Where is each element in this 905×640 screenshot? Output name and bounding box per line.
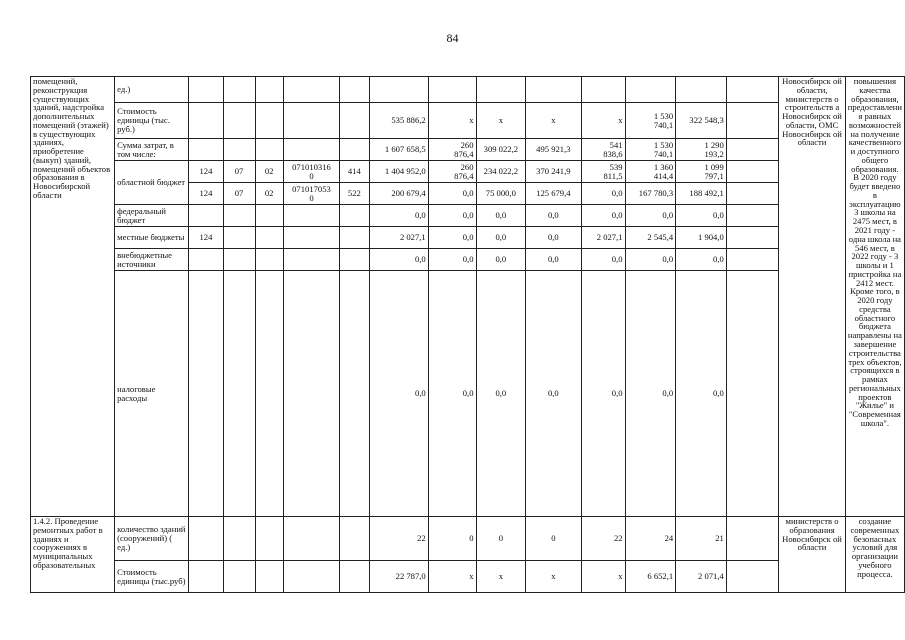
cell-grbs — [189, 249, 223, 271]
cell-y2022: 2 545,4 — [625, 227, 676, 249]
cell-y2018 — [428, 77, 476, 103]
cell-rz — [223, 77, 255, 103]
cell-total — [369, 77, 428, 103]
cell-y2020: 495 921,3 — [526, 139, 581, 161]
program-table — [30, 76, 905, 593]
cell-pr: 02 — [255, 161, 283, 183]
cell-rz — [223, 249, 255, 271]
cell-y2021: 2 027,1 — [581, 227, 625, 249]
cell-y2018: 0,0 — [428, 227, 476, 249]
cell-csr — [283, 249, 339, 271]
cell-y2019: 0,0 — [476, 205, 526, 227]
cell-rz — [223, 227, 255, 249]
cell-name: федеральный бюджет — [115, 205, 189, 227]
cell-y2023: 1 904,0 — [676, 227, 727, 249]
cell-y2021: 22 — [581, 517, 625, 561]
cell-y2020: 0,0 — [526, 249, 581, 271]
cell-y2020: 370 241,9 — [526, 161, 581, 183]
cell-y2023 — [676, 77, 727, 103]
cell-y2018: 260 876,4 — [428, 161, 476, 183]
cell-name: местные бюджеты — [115, 227, 189, 249]
table-row — [31, 517, 905, 561]
cell-pr — [255, 517, 283, 561]
cell-y2024 — [726, 227, 779, 249]
cell-y2021: 0,0 — [581, 183, 625, 205]
cell-y2022 — [625, 77, 676, 103]
cell-csr — [283, 139, 339, 161]
cell-y2018: 0 — [428, 517, 476, 561]
cell-vr: 522 — [340, 183, 369, 205]
section2-title: 1.4.2. Проведение ремонтных работ в зданиях и сооружениях в муниципальных образовательных — [31, 517, 115, 593]
cell-y2021: 0,0 — [581, 249, 625, 271]
page-number: 84 — [446, 31, 459, 45]
cell-csr — [283, 271, 339, 517]
cell-pr — [255, 227, 283, 249]
cell-rz: 07 — [223, 183, 255, 205]
cell-y2023: 188 492,1 — [676, 183, 727, 205]
cell-y2023: 1 290 193,2 — [676, 139, 727, 161]
cell-rz — [223, 205, 255, 227]
cell-y2019: 0,0 — [476, 249, 526, 271]
cell-csr: 071010316 0 — [283, 161, 339, 183]
cell-y2019: 234 022,2 — [476, 161, 526, 183]
cell-y2021 — [581, 77, 625, 103]
cell-total: 2 027,1 — [369, 227, 428, 249]
cell-vr — [340, 103, 369, 139]
cell-rz — [223, 561, 255, 593]
cell-total: 0,0 — [369, 205, 428, 227]
table-row — [31, 77, 905, 103]
cell-vr — [340, 517, 369, 561]
cell-y2023: 0,0 — [676, 249, 727, 271]
cell-y2019 — [476, 77, 526, 103]
cell-total: 22 — [369, 517, 428, 561]
cell-vr — [340, 139, 369, 161]
cell-pr: 02 — [255, 183, 283, 205]
cell-pr — [255, 249, 283, 271]
cell-y2020 — [526, 77, 581, 103]
cell-name: налоговые расходы — [115, 271, 189, 517]
cell-vr — [340, 227, 369, 249]
section2-result: создание современных безопасных условий для организации учебного процесса. — [845, 517, 904, 593]
cell-y2022: 0,0 — [625, 271, 676, 517]
table-row — [31, 227, 905, 249]
cell-y2024 — [726, 139, 779, 161]
cell-grbs — [189, 271, 223, 517]
cell-rz — [223, 139, 255, 161]
cell-vr: 414 — [340, 161, 369, 183]
cell-name: количество зданий (сооружений) ( ед.) — [115, 517, 189, 561]
cell-y2022: 167 780,3 — [625, 183, 676, 205]
cell-y2019: х — [476, 103, 526, 139]
cell-y2020: х — [526, 561, 581, 593]
cell-vr — [340, 271, 369, 517]
cell-grbs: 124 — [189, 227, 223, 249]
section1-responsible: Новосибирск ой области, министерств о строительств а Новосибирск ой области, ОМС Новосибирск ой области — [779, 77, 845, 517]
cell-y2020: 0,0 — [526, 271, 581, 517]
cell-grbs — [189, 77, 223, 103]
cell-y2021: 0,0 — [581, 205, 625, 227]
cell-vr — [340, 561, 369, 593]
row-name: областной бюджет — [115, 161, 189, 205]
cell-y2020: 0 — [526, 517, 581, 561]
cell-grbs: 124 — [189, 161, 223, 183]
cell-pr — [255, 103, 283, 139]
cell-y2018: 0,0 — [428, 205, 476, 227]
table-row — [31, 161, 905, 183]
cell-y2023: 21 — [676, 517, 727, 561]
section2-responsible: министерств о образования Новосибирск ой области — [779, 517, 845, 593]
cell-y2019: 0 — [476, 517, 526, 561]
section1-result: повышения качества образования, предоставлени я равных возможностей на получение качественного и доступного общего образования. В 2020 году будет введено в эксплуатацию 3 школы на 2475 мест, в 2021 году - одна школа на 546 мест, в 2022 году - 3 школы и 1 пристройка на 2412 мест. Кроме того, в 2020 году средства областного бюджета направлены на завершение строительства трех объектов, строящихся в рамках региональных проектов "Жилье" и "Современная школа". — [845, 77, 904, 517]
cell-vr — [340, 205, 369, 227]
cell-total: 0,0 — [369, 249, 428, 271]
cell-total: 0,0 — [369, 271, 428, 517]
cell-y2018: х — [428, 103, 476, 139]
cell-y2023: 322 548,3 — [676, 103, 727, 139]
cell-y2022: 0,0 — [625, 205, 676, 227]
cell-grbs — [189, 205, 223, 227]
cell-y2021: 541 838,6 — [581, 139, 625, 161]
cell-y2024 — [726, 205, 779, 227]
cell-y2023: 2 071,4 — [676, 561, 727, 593]
cell-y2024 — [726, 183, 779, 205]
cell-csr — [283, 103, 339, 139]
cell-y2022: 0,0 — [625, 249, 676, 271]
cell-rz: 07 — [223, 161, 255, 183]
cell-y2023: 0,0 — [676, 205, 727, 227]
cell-y2021: 0,0 — [581, 271, 625, 517]
table-row — [31, 139, 905, 161]
cell-y2021: х — [581, 103, 625, 139]
cell-y2019: х — [476, 561, 526, 593]
cell-grbs — [189, 561, 223, 593]
cell-name: ед.) — [115, 77, 189, 103]
cell-pr — [255, 205, 283, 227]
cell-y2024 — [726, 161, 779, 183]
cell-csr — [283, 205, 339, 227]
cell-name: Стоимость единицы (тыс.руб) — [115, 561, 189, 593]
table-row — [31, 561, 905, 593]
cell-name: Стоимость единицы (тыс. руб.) — [115, 103, 189, 139]
cell-y2024 — [726, 271, 779, 517]
cell-vr — [340, 77, 369, 103]
cell-y2020: 0,0 — [526, 227, 581, 249]
cell-grbs — [189, 517, 223, 561]
cell-csr — [283, 561, 339, 593]
cell-y2018: х — [428, 561, 476, 593]
cell-grbs — [189, 103, 223, 139]
cell-y2024 — [726, 249, 779, 271]
cell-pr — [255, 561, 283, 593]
cell-name: Сумма затрат, в том числе: — [115, 139, 189, 161]
cell-vr — [340, 249, 369, 271]
cell-y2021: 539 811,5 — [581, 161, 625, 183]
cell-y2018: 0,0 — [428, 249, 476, 271]
cell-y2022: 1 360 414,4 — [625, 161, 676, 183]
cell-csr — [283, 517, 339, 561]
cell-csr — [283, 227, 339, 249]
cell-y2024 — [726, 103, 779, 139]
cell-y2022: 24 — [625, 517, 676, 561]
cell-y2018: 260 876,4 — [428, 139, 476, 161]
cell-y2019: 309 022,2 — [476, 139, 526, 161]
table-row — [31, 205, 905, 227]
cell-y2019: 0,0 — [476, 227, 526, 249]
cell-pr — [255, 271, 283, 517]
cell-y2022: 1 530 740,1 — [625, 139, 676, 161]
cell-y2019: 0,0 — [476, 271, 526, 517]
cell-pr — [255, 139, 283, 161]
cell-grbs — [189, 139, 223, 161]
cell-name: внебюджетные источники — [115, 249, 189, 271]
cell-grbs: 124 — [189, 183, 223, 205]
cell-y2018: 0,0 — [428, 183, 476, 205]
cell-y2024 — [726, 561, 779, 593]
cell-rz — [223, 271, 255, 517]
cell-y2023: 0,0 — [676, 271, 727, 517]
cell-total: 22 787,0 — [369, 561, 428, 593]
cell-y2020: 125 679,4 — [526, 183, 581, 205]
cell-total: 1 404 952,0 — [369, 161, 428, 183]
cell-y2020: 0,0 — [526, 205, 581, 227]
cell-y2022: 1 530 740,1 — [625, 103, 676, 139]
cell-pr — [255, 77, 283, 103]
table-row — [31, 271, 905, 517]
cell-y2023: 1 099 797,1 — [676, 161, 727, 183]
cell-y2024 — [726, 517, 779, 561]
cell-y2024 — [726, 77, 779, 103]
table-row — [31, 249, 905, 271]
section1-title: помещений, реконструкция существующих зданий, надстройка дополнительных помещений (этажей) в существующих зданиях, приобретение (выкуп) зданий, помещений объектов образования в Новосибирской области — [31, 77, 115, 517]
cell-y2019: 75 000,0 — [476, 183, 526, 205]
cell-rz — [223, 517, 255, 561]
cell-y2021: х — [581, 561, 625, 593]
cell-csr — [283, 77, 339, 103]
cell-y2018: 0,0 — [428, 271, 476, 517]
table-row — [31, 103, 905, 139]
cell-rz — [223, 103, 255, 139]
cell-total: 200 679,4 — [369, 183, 428, 205]
cell-total: 535 886,2 — [369, 103, 428, 139]
cell-y2020: х — [526, 103, 581, 139]
cell-total: 1 607 658,5 — [369, 139, 428, 161]
cell-csr: 071017053 0 — [283, 183, 339, 205]
cell-y2022: 6 652,1 — [625, 561, 676, 593]
